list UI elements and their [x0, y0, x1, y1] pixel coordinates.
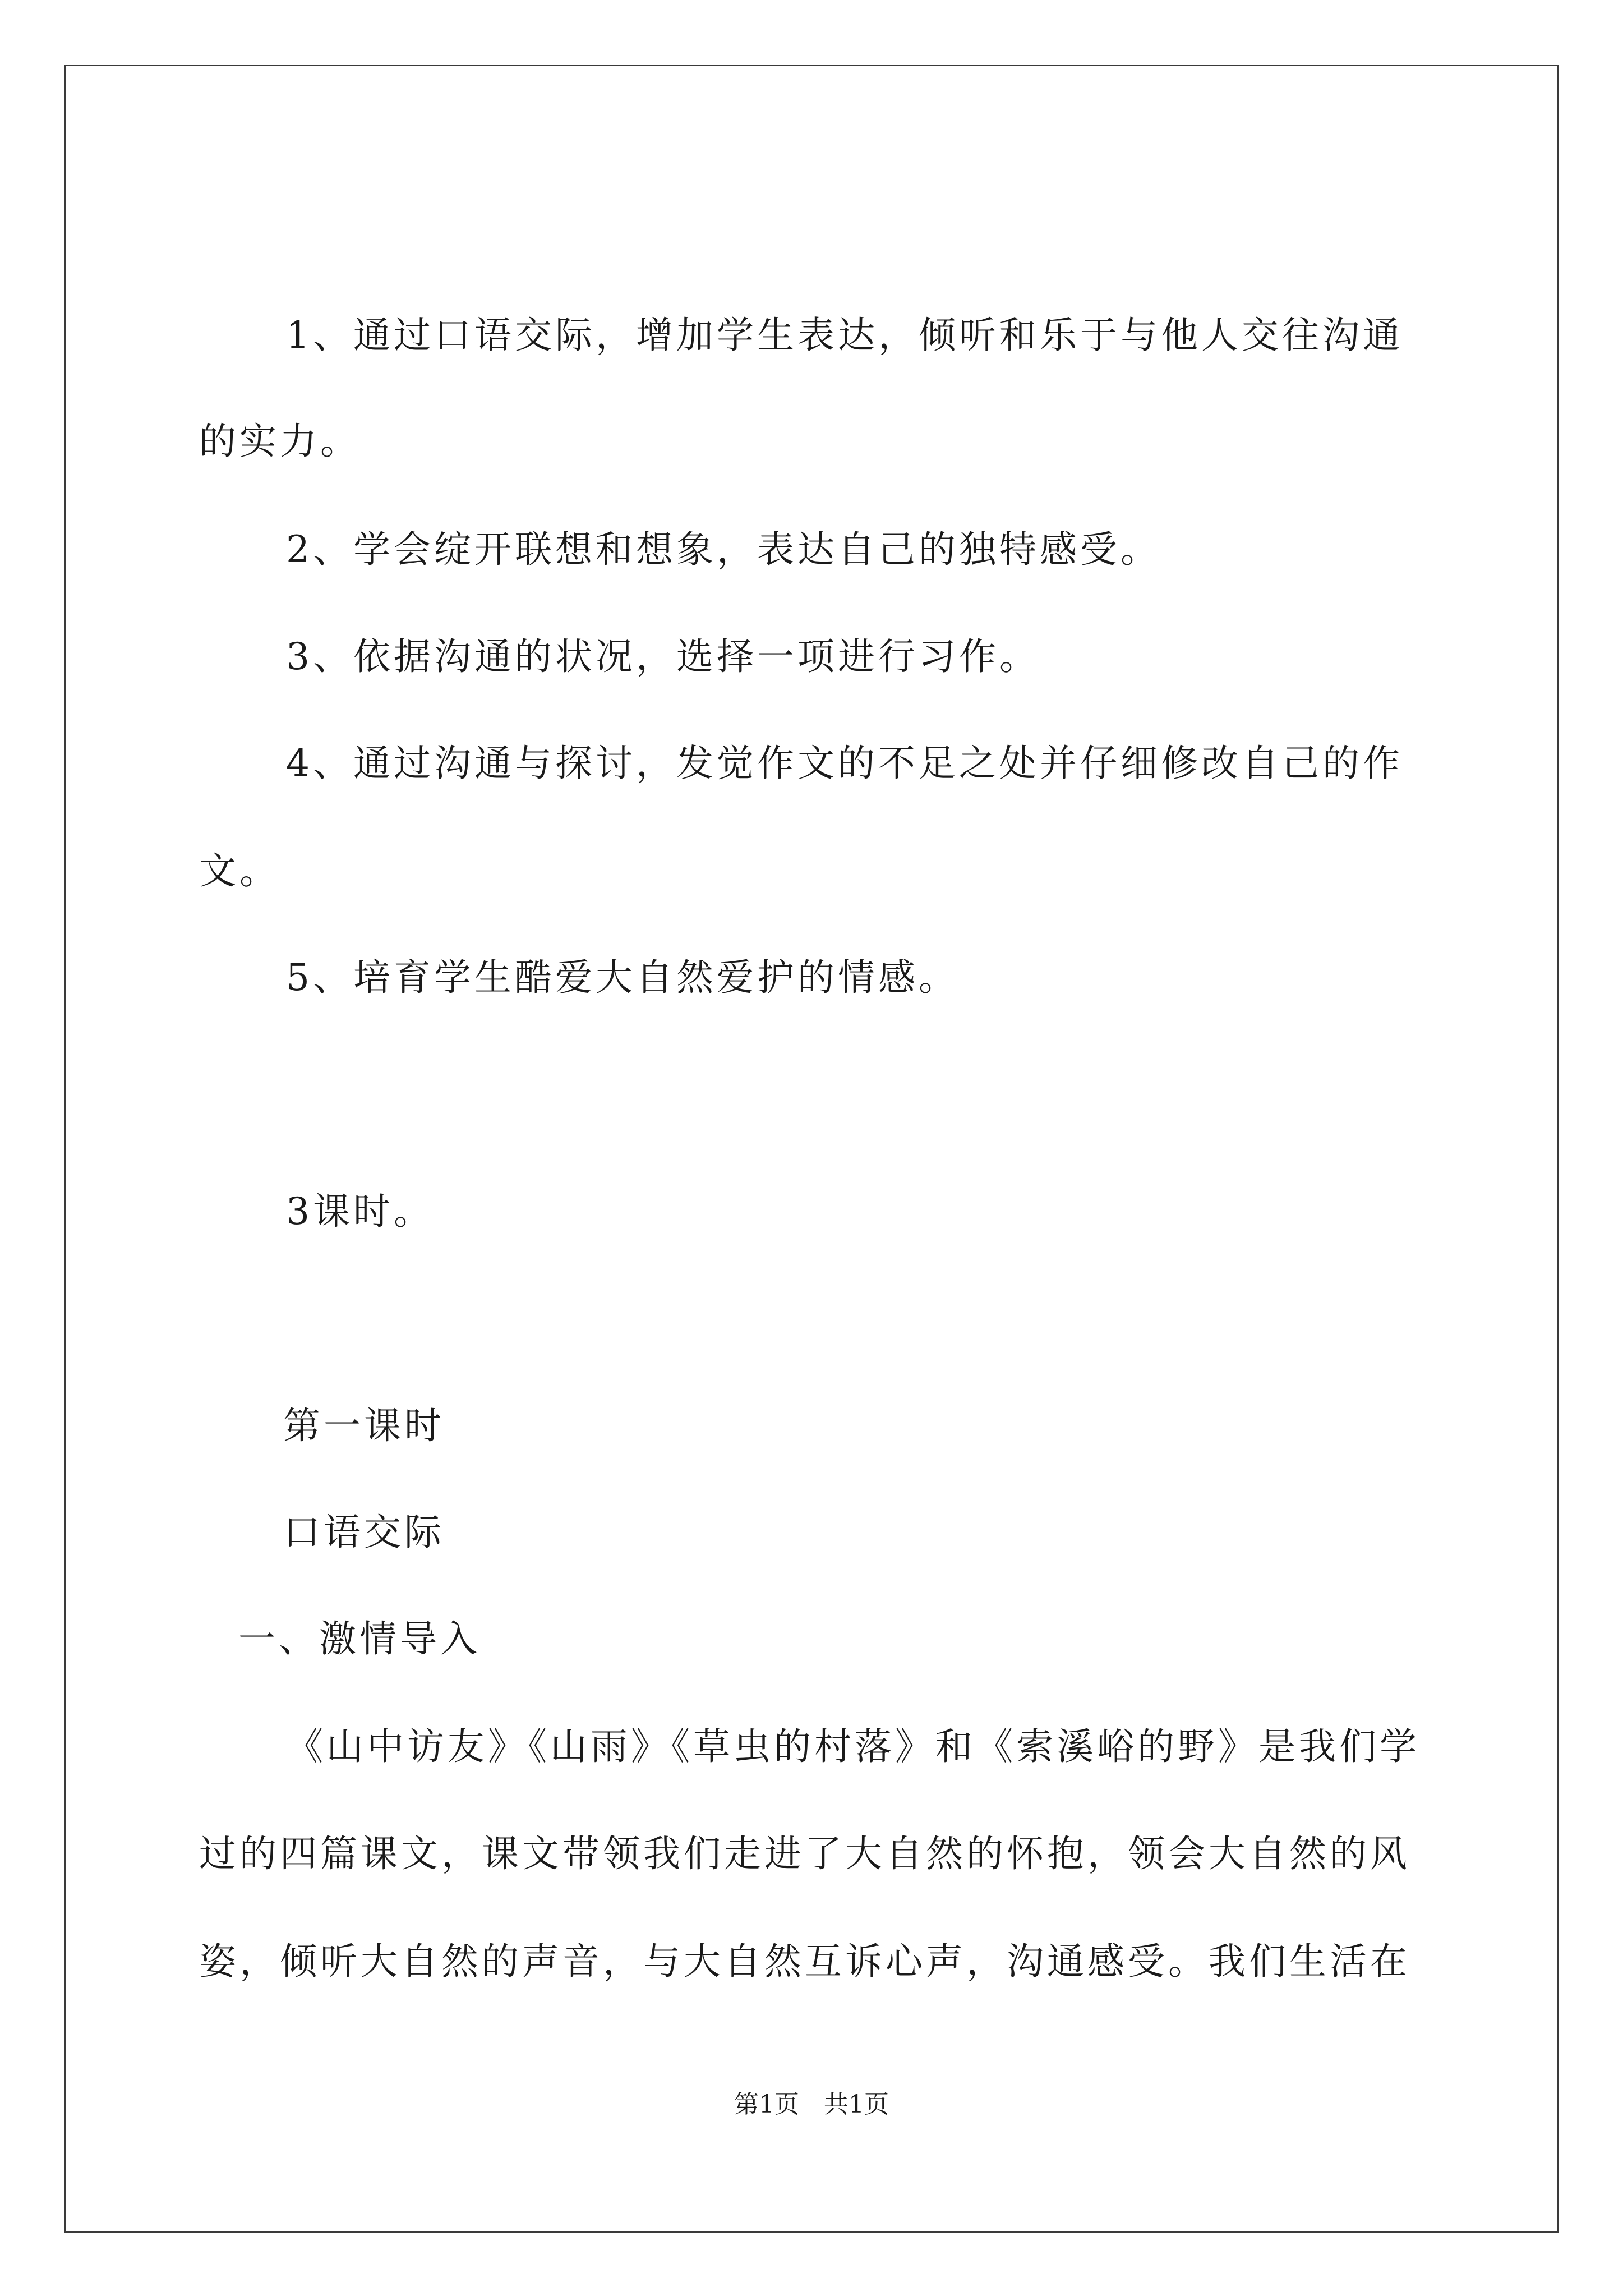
goal-1-line-1: 1、通过口语交际，增加学生表达，倾听和乐于与他人交往沟通	[286, 314, 1403, 357]
page-border	[64, 65, 1559, 2233]
section-title: 口语交际	[283, 1511, 445, 1554]
intro-line-1: 《山中访友》《山雨》《草虫的村落》和《索溪峪的野》是我们学	[286, 1725, 1420, 1768]
intro-line-3: 姿，倾听大自然的声音，与大自然互诉心声，沟通感受。我们生活在	[199, 1940, 1410, 1983]
goal-3-line: 3、依据沟通的状况，选择一项进行习作。	[286, 635, 1040, 678]
goal-1-line-2: 的实力。	[199, 420, 361, 463]
goal-4-line-1: 4、通过沟通与探讨，发觉作文的不足之处并仔细修改自己的作	[286, 742, 1403, 785]
goal-2-line: 2、学会绽开联想和想象，表达自己的独特感受。	[286, 528, 1161, 571]
goal-4-line-2: 文。	[199, 849, 280, 892]
goal-5-line: 5、培育学生酷爱大自然爱护的情感。	[286, 956, 959, 999]
lesson-title: 第一课时	[283, 1404, 445, 1447]
page-number: 第1页 共1页	[734, 2090, 889, 2119]
intro-line-2: 过的四篇课文，课文带领我们走进了大自然的怀抱，领会大自然的风	[199, 1832, 1410, 1875]
step-heading: 一、激情导入	[238, 1617, 481, 1660]
class-hours: 3课时。	[286, 1190, 434, 1233]
